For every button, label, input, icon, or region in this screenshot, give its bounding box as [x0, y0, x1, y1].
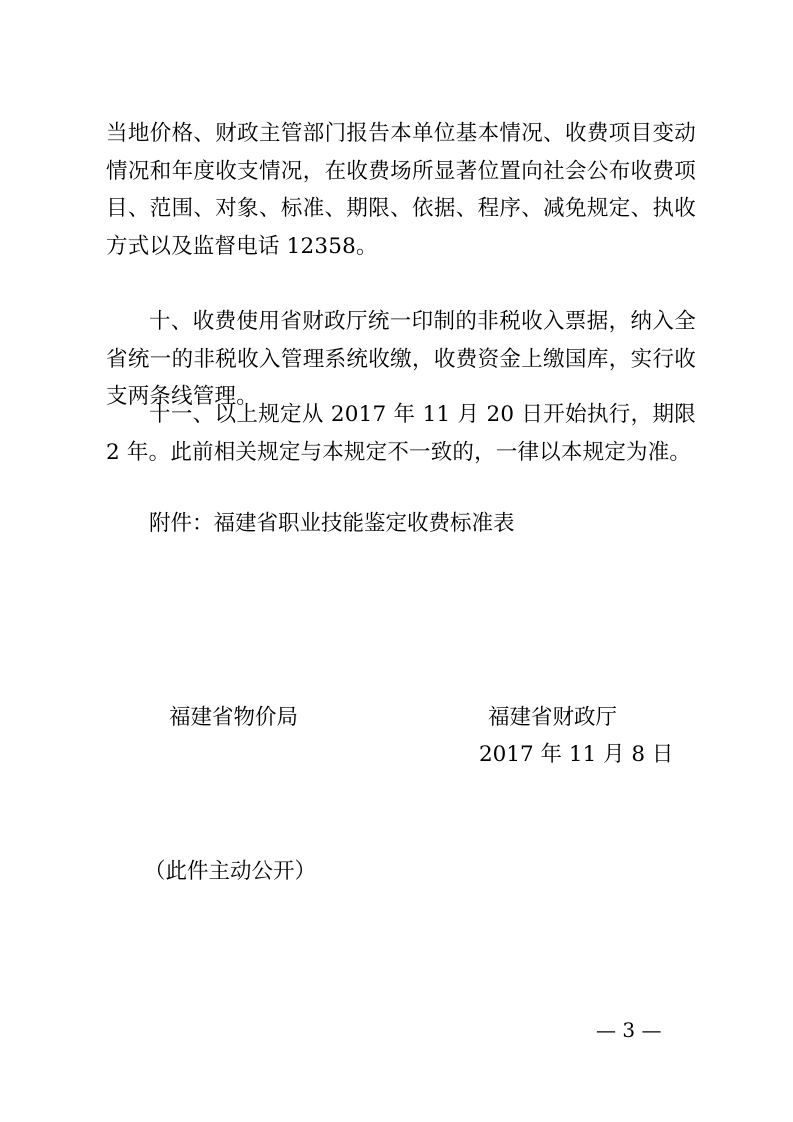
- paragraph-article-11: 十一、以上规定从 2017 年 11 月 20 日开始执行，期限 2 年。此前相关规定与本规定不一致的，一律以本规定为准。: [106, 402, 696, 465]
- attachment-note: 附件：福建省职业技能鉴定收费标准表: [149, 511, 515, 536]
- signatory-finance-department: 福建省财政厅: [488, 705, 618, 730]
- paragraph-continuation: 当地价格、财政主管部门报告本单位基本情况、收费项目变动情况和年度收支情况，在收费场所显著位置向社会公布收费项目、范围、对象、标准、期限、依据、程序、减免规定、执收方式以及监督电话 12358。: [106, 121, 696, 259]
- paragraph-article-10: 十、收费使用省财政厅统一印制的非税收入票据，纳入全省统一的非税收入管理系统收缴，收费资金上缴国库，实行收支两条线管理。: [106, 309, 696, 409]
- disclosure-note: （此件主动公开）: [144, 859, 317, 884]
- page-number: — 3 —: [596, 1018, 662, 1042]
- issue-date: 2017 年 11 月 8 日: [479, 742, 674, 767]
- signatory-price-bureau: 福建省物价局: [169, 705, 299, 730]
